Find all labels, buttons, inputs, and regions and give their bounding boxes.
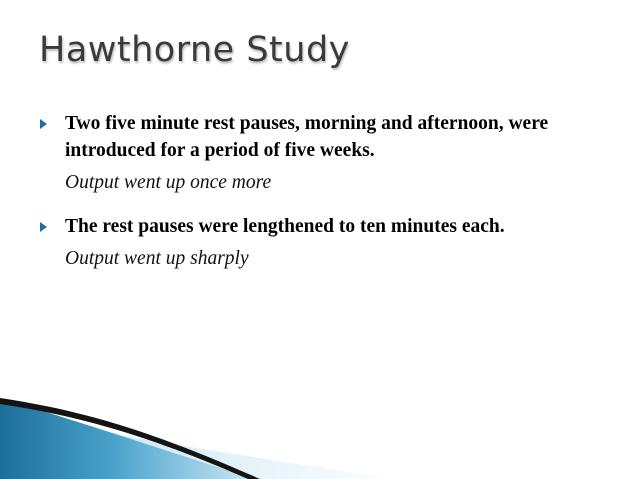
bullet-result-2: Output went up sharply (65, 248, 249, 269)
bullet-result-1: Output went up once more (65, 172, 272, 193)
bullet-text-1: Two five minute rest pauses, morning and afternoon, were introduced for a period of five weeks. (65, 113, 549, 161)
bullet-text-2: The rest pauses were lengthened to ten minutes each. (65, 216, 505, 237)
slide-title: Hawthorne Study (39, 30, 350, 70)
